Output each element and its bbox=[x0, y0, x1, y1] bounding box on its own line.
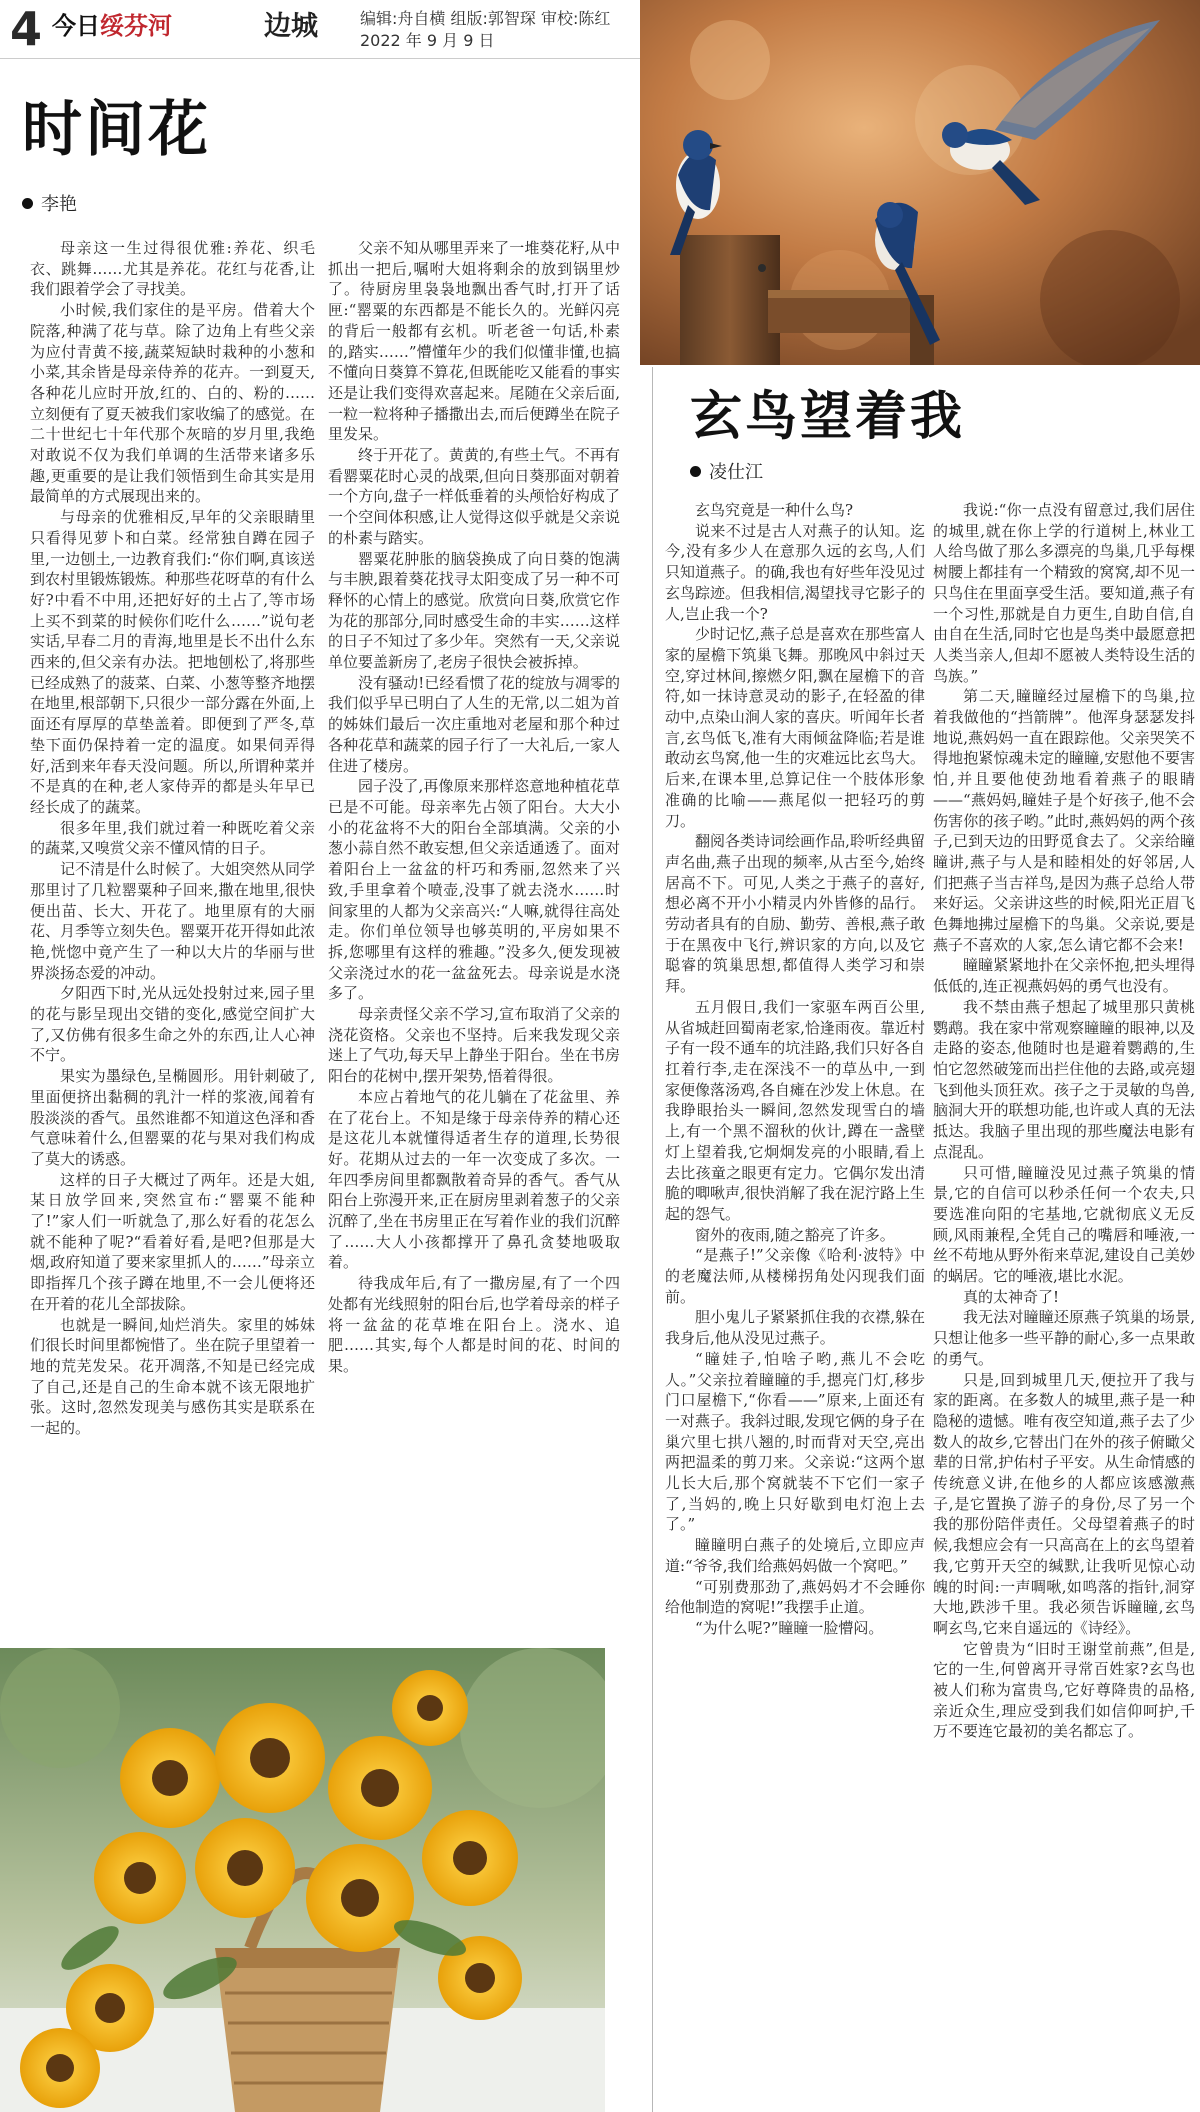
editor-credits bbox=[360, 8, 610, 52]
paragraph: 说来不过是古人对燕子的认知。迄今,没有多少人在意那久远的玄鸟,人们只知道燕子。的确,我也有好些年没见过玄鸟踪迹。但我相信,渴望找寻它影子的人,岂止我一个? bbox=[665, 521, 925, 623]
paragraph: 窗外的夜雨,随之豁亮了许多。 bbox=[695, 1225, 895, 1244]
paragraph: 胆小鬼儿子紧紧抓住我的衣襟,躲在我身后,他从没见过燕子。 bbox=[665, 1308, 925, 1348]
section-name: 边城 bbox=[264, 11, 318, 42]
paragraph: 记不清是什么时候了。大姐突然从同学那里讨了几粒罂粟种子回来,撒在地里,很快便出苗、长大、开花了。地里原有的大丽花、月季等立刻失色。罂粟开花开得如此浓艳,恍惚中竟产生了一种以大片的华丽与世界淡扬态爱的冲动。 bbox=[30, 860, 315, 982]
bullet-icon bbox=[690, 466, 701, 477]
paragraph: 瞳瞳紧紧地扑在父亲怀抱,把头埋得低低的,连正视燕妈妈的勇气也没有。 bbox=[933, 956, 1195, 996]
paragraph: 父亲不知从哪里弄来了一堆葵花籽,从中抓出一把后,嘱咐大姐将剩余的放到锅里炒了。待厨房里袅袅地飘出香气时,打开了话匣:“罂粟的东西都是不能长久的。光鲜闪亮的背后一般都有玄机。听老爸一句话,朴素的,踏实……”懵懂年少的我们似懂非懂,也搞不懂向日葵算不算花,但既能吃又能看的事实还是让我们变得欢喜起来。尾随在父亲后面,一粒一粒将种子播撒出去,而后便蹲坐在院子里发呆。 bbox=[328, 239, 620, 444]
paragraph: “是燕子!”父亲像《哈利·波特》中的老魔法师,从楼梯拐角处闪现我们面前。 bbox=[665, 1246, 925, 1306]
paragraph: 夕阳西下时,光从远处投射过来,园子里的花与影呈现出交错的变化,感觉空间扩大了,又仿佛有很多生命之外的东西,让人心神不宁。 bbox=[30, 984, 315, 1065]
paragraph: 玄鸟究竟是一种什么鸟? bbox=[695, 501, 854, 519]
issue-date: 2022 年 9 月 9 日 bbox=[360, 31, 495, 50]
paragraph: “为什么呢?”瞳瞳一脸懵闷。 bbox=[695, 1618, 884, 1637]
paragraph: 待我成年后,有了一撒房屋,有了一个四处都有光线照射的阳台后,也学着母亲的样子将一盆盆的花草堆在阳台上。浇水、追肥……其实,每个人都是时间的花、时间的果。 bbox=[328, 1274, 620, 1375]
paragraph: 也就是一瞬间,灿烂消失。家里的姊妹们很长时间里都惋惜了。坐在院子里望着一地的荒芜发呆。花开凋落,不知是已经完成了自己,还是自己的生命本就不该无限地扩张。这时,忽然发现美与感伤其实是联系在一起的。 bbox=[30, 1315, 315, 1438]
paragraph: 园子没了,再像原来那样恣意地种植花草已是不可能。母亲率先占领了阳台。大大小小的花盆将不大的阳台全部填满。父亲的小葱小蒜自然不敢妄想,但父亲适通透了。面对着阳台上一盆盆的杆巧和秀丽,忽然来了兴致,手里拿着个喷壶,没事了就去浇水……时间家里的人都为父亲高兴:“人嘛,就得往高处走。你们单位领导也够英明的,平房如果不拆,您哪里有这样的雅趣。”没多久,便发现被父亲浇过水的花一盆盆死去。母亲说是水浇多了。 bbox=[328, 777, 620, 1003]
bird-photo bbox=[640, 0, 1200, 365]
column-divider bbox=[652, 367, 653, 2112]
paragraph: 终于开花了。黄黄的,有些土气。不再有看罂粟花时心灵的战栗,但向日葵那面对朝着一个方向,盘子一样低垂着的头颅恰好构成了一个空间体积感,让人觉得这似乎就是父亲说的朴素与踏实。 bbox=[328, 446, 620, 547]
paragraph: “可别费那劲了,燕妈妈才不会睡你给他制造的窝呢!”我摆手止道。 bbox=[665, 1577, 925, 1617]
page-number: 4 bbox=[10, 2, 43, 56]
paragraph: 翻阅各类诗词绘画作品,聆听经典留声名曲,燕子出现的频率,从古至今,始终居高不下。可见,人类之于燕子的喜好,想必离不开小小精灵内外皆修的品行。劳动者具有的自励、勤劳、善根,燕子敢于在黑夜中飞行,辨识家的方向,以及它聪睿的筑巢思想,都值得人类学习和崇拜。 bbox=[665, 832, 925, 996]
paragraph: 罂粟花肿胀的脑袋换成了向日葵的饱满与丰腴,跟着葵花找寻太阳变成了另一种不可释怀的心情上的感觉。欣赏向日葵,欣赏它作为花的那部分,同时感受生命的丰实……这样的日子不知过了多少年。突然有一天,父亲说单位要盖新房了,老房子很快会被拆掉。 bbox=[328, 549, 620, 672]
paragraph: 少时记忆,燕子总是喜欢在那些富人家的屋檐下筑巢飞舞。那晚风中斜过天空,穿过林间,擦燃夕阳,飘在屋檐下的音符,如一抹诗意灵动的影子,在轻盈的律动中,点染山涧人家的喜庆。听闻年长者言,玄鸟低飞,准有大雨倾盆降临;若是谁敢动玄鸟窝,他一生的灾难远比玄鸟大。后来,在课本里,总算记住一个肢体形象准确的比喻——燕尾似一把轻巧的剪刀。 bbox=[665, 625, 925, 830]
sunflower-basket-illustration bbox=[0, 1648, 605, 2112]
masthead-prefix: 今日 bbox=[52, 12, 100, 40]
paragraph: 第二天,瞳瞳经过屋檐下的鸟巢,拉着我做他的“挡箭牌”。他浑身瑟瑟发抖地说,燕妈妈一直在跟踪他。父亲哭笑不得地抱紧惊魂未定的瞳瞳,安慰他不要害怕,并且要他使劲地看着燕子的眼睛——“燕妈妈,瞳娃子是个好孩子,他不会伤害你的孩子哟。”此时,燕妈妈的两个孩子,已到天边的田野觅食去了。父亲给瞳瞳讲,燕子与人是和睦相处的好邻居,人们把燕子当吉祥鸟,是因为燕子总给人带来好运。父亲讲这些的时候,阳光正眉飞色舞地拂过屋檐下的鸟巢。父亲说,要是燕子不喜欢的人家,怎么请它都不会来! bbox=[933, 687, 1195, 954]
paragraph: 果实为墨绿色,呈椭圆形。用针刺破了,里面便挤出黏稠的乳汁一样的浆液,闻着有股淡淡的香气。虽然谁都不知道这色泽和香气意味着什么,但罂粟的花与果对我们构成了莫大的诱惑。 bbox=[30, 1067, 315, 1168]
page-header bbox=[0, 0, 640, 58]
paragraph: 母亲责怪父亲不学习,宣布取消了父亲的浇花资格。父亲也不坚持。后来我发现父亲迷上了气功,每天早上静坐于阳台。坐在书房阳台的花树中,摆开架势,悟着得很。 bbox=[328, 1005, 620, 1086]
paragraph: 小时候,我们家住的是平房。借着大个院落,种满了花与草。除了边角上有些父亲为应付青黄不接,蔬菜短缺时栽种的小葱和小菜,其余皆是母亲侍养的花卉。一到夏天,各种花儿应时开放,红的、白的、粉的……立刻便有了夏天被我们家收编了的感觉。在二十世纪七十年代那个灰暗的岁月里,我绝对敢说不仅为我们单调的生活带来诸多乐趣,更重要的是让我们领悟到生命其实是用最简单的方式展现出来的。 bbox=[30, 301, 315, 506]
article-left-column-1 bbox=[30, 238, 315, 1640]
paragraph: 只是,回到城里几天,便拉开了我与家的距离。在多数人的城里,燕子是一种隐秘的遗憾。唯有夜空知道,燕子去了少数人的故乡,它替出门在外的孩子俯瞰父辈的日常,护佑村子平安。从生命情感的传统意义讲,在他乡的人都应该感激燕子,是它置换了游子的身份,尽了另一个我的那份陪伴责任。父母望着燕子的时候,我想应会有一只高高在上的玄鸟望着我,它剪开天空的缄默,让我听见惊心动魄的时间:一声啁啾,如鸣落的指针,洞穿大地,跌涉千里。我必须告诉瞳瞳,玄鸟啊玄鸟,它来自遥远的《诗经》。 bbox=[933, 1370, 1195, 1637]
paragraph: 我无法对瞳瞳还原燕子筑巢的场景,只想让他多一些平静的耐心,多一点果敢的勇气。 bbox=[933, 1308, 1195, 1368]
article-title-right: 玄鸟望着我 bbox=[690, 387, 966, 447]
paragraph: 这样的日子大概过了两年。还是大姐,某日放学回来,突然宣布:“罂粟不能种了!”家人们一听就急了,那么好看的花怎么就不能种了呢?“看着好看,是吧?但那是大烟,政府知道了要来家里抓人的……”母亲立即指挥几个孩子蹲在地里,不一会儿便将还在开着的花儿全部拔除。 bbox=[30, 1170, 315, 1313]
paragraph: 瞳瞳明白燕子的处境后,立即应声道:“爷爷,我们给燕妈妈做一个窝吧。” bbox=[665, 1536, 925, 1575]
author-name-left: 李艳 bbox=[41, 194, 77, 215]
paragraph: 我说:“你一点没有留意过,我们居住的城里,就在你上学的行道树上,林业工人给鸟做了那么多漂亮的鸟巢,几乎每棵树腰上都挂有一个精致的窝窝,却不见一只鸟住在里面享受生活。要知道,燕子有一个习性,那就是自力更生,自助自信,自由自在生活,同时它也是鸟类中最愿意把人类当亲人,但却不愿被人类特设生活的鸟族。” bbox=[933, 501, 1195, 685]
author-name-right: 凌仕江 bbox=[709, 462, 763, 483]
paragraph: “瞳娃子,怕啥子哟,燕儿不会吃人。”父亲拉着瞳瞳的手,摁亮门灯,移步门口屋檐下,“你看——”原来,上面还有一对燕子。我斜过眼,发现它俩的身子在巢穴里七拱八翘的,时而背对天空,亮出两把温柔的剪刀来。父亲说:“这两个崽儿长大后,那个窝就装不下它们一家子了,当妈的,晚上只好歇到电灯泡上去了。” bbox=[665, 1349, 925, 1534]
paragraph: 我不禁由燕子想起了城里那只黄桃鹦鹉。我在家中常观察瞳瞳的眼神,以及走路的姿态,他随时也是避着鹦鹉的,生怕它忽然破笼而出拦住他的去路,或亮翅飞到他头顶狂欢。孩子之于灵敏的鸟兽,脑洞大开的联想功能,也许或人真的无法抵达。我脑子里出现的那些魔法电影有点混乱。 bbox=[933, 997, 1195, 1161]
paragraph: 它曾贵为“旧时王谢堂前燕”,但是,它的一生,何曾离开寻常百姓家?玄鸟也被人们称为富贵鸟,它好尊降贵的品格,亲近众生,理应受到我们如信仰呵护,千万不要连它最初的美名都忘了。 bbox=[933, 1639, 1195, 1741]
paragraph: 没有骚动!已经看惯了花的绽放与凋零的我们似乎早已明白了人生的无常,以二姐为首的姊妹们最后一次庄重地对老屋和那个种过各种花草和蔬菜的园子行了一大礼后,一家人住进了楼房。 bbox=[328, 673, 620, 775]
sunflower-photo bbox=[0, 1648, 605, 2112]
paragraph: 只可惜,瞳瞳没见过燕子筑巢的情景,它的自信可以秒杀任何一个农夫,只要选准向阳的宅基地,它就彻底义无反顾,风雨兼程,全凭自己的嘴唇和唾液,一丝不苟地从野外衔来草泥,建设自己美妙的蜗居。它的唾液,堪比水泥。 bbox=[933, 1163, 1195, 1286]
article-right-column-2 bbox=[933, 500, 1195, 2105]
paragraph: 本应占着地气的花儿躺在了花盆里、养在了花台上。不知是缘于母亲侍养的精心还是这花儿本就懂得适者生存的道理,长势很好。花期从过去的一年一次变成了多次。一年四季房间里都飘散着奇异的香气。香气从阳台上弥漫开来,正在厨房里剥着葱子的父亲沉醉了,坐在书房里正在写着作业的我们沉醉了……大人小孩都撑开了鼻孔贪婪地吸取着。 bbox=[328, 1087, 620, 1272]
paragraph: 很多年里,我们就过着一种既吃着父亲的蔬菜,又嗅赏父亲不懂风情的日子。 bbox=[30, 818, 315, 858]
masthead-city: 绥芬河 bbox=[100, 12, 172, 40]
paragraph: 真的太神奇了! bbox=[963, 1287, 1060, 1306]
article-left-column-2 bbox=[328, 238, 620, 1640]
editor-line: 编辑:舟自横 组版:郭智琛 审校:陈红 bbox=[360, 9, 611, 28]
bird-photo-illustration bbox=[640, 0, 1200, 365]
bullet-icon bbox=[22, 198, 33, 209]
author-byline-left bbox=[22, 192, 77, 218]
article-right-column-1 bbox=[665, 500, 925, 2105]
masthead bbox=[52, 12, 172, 40]
paragraph: 五月假日,我们一家驱车两百公里,从省城赶回蜀南老家,恰逢雨夜。靠近村子有一段不通车的坑洼路,我们只好各自扛着行李,走在深浅不一的草丛中,一到家便像落汤鸡,各自瘫在沙发上休息。在我睁眼抬头一瞬间,忽然发现雪白的墙上,有一个黑不溜秋的伙计,蹲在一盏壁灯上望着我,它炯炯发亮的小眼睛,看上去比孩童之眼更有定力。它偶尔发出清脆的唧啾声,很快消解了我在泥泞路上生起的怨气。 bbox=[665, 997, 925, 1223]
header-rule bbox=[0, 58, 640, 59]
paragraph: 与母亲的优雅相反,早年的父亲眼睛里只看得见萝卜和白菜。经常独自蹲在园子里,一边刨土,一边教育我们:“你们啊,真该送到农村里锻炼锻炼。种那些花呀草的有什么好?中看不中用,还把好好的土占了,等市场上买不到菜的时候你们吃什么……”说句老实话,早春二月的青海,地里是长不出什么东西来的,但父亲有办法。把地刨松了,将那些已经成熟了的菠菜、白菜、小葱等整齐地摆在地里,根部朝下,只很少一部分露在外面,上面还有厚厚的草垫盖着。即便到了严冬,草垫下面仍保持着一定的温度。如果伺弄得好,活到来年春天没问题。所以,所谓种菜并不是真的在种,老人家侍弄的都是头年早已经长成了的蔬菜。 bbox=[30, 508, 315, 816]
paragraph: 母亲这一生过得很优雅:养花、织毛衣、跳舞……尤其是养花。花红与花香,让我们跟着学会了寻找美。 bbox=[30, 239, 315, 299]
author-byline-right bbox=[690, 460, 763, 486]
article-title-left: 时间花 bbox=[22, 95, 211, 165]
